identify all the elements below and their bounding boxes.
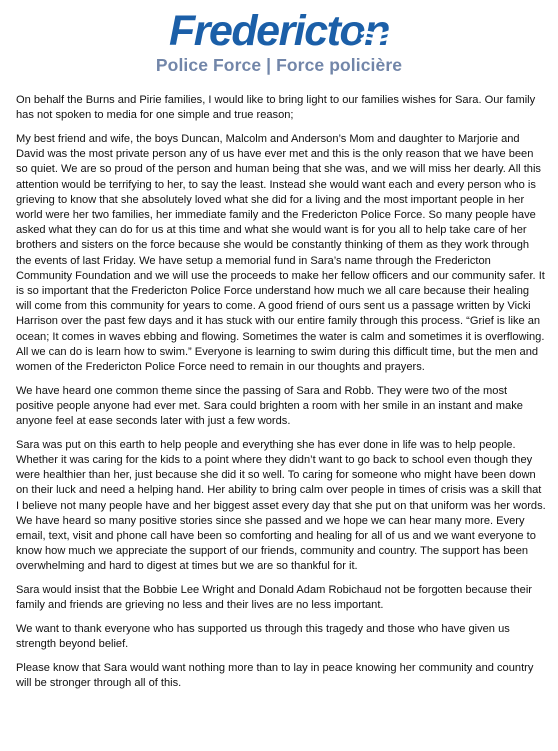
- letterhead: [0, 8, 558, 75]
- paragraph-thanks: We want to thank everyone who has supported us through this tragedy and those who have given us strength beyond belief.: [16, 623, 510, 651]
- paragraph-intro: On behalf the Burns and Pirie families, I would like to bring light to our families wishes for Sara. Our family has not spoken to media for one simple and true reason;: [16, 94, 536, 122]
- paragraph-common-theme: We have heard one common theme since the passing of Sara and Robb. They were two of the most positive people anyone had ever met. Sara could brighten a room with her smile in an instant and make anyone feel at ease seconds later with just a few words.: [16, 384, 523, 428]
- paragraph-help-people: Sara was put on this earth to help people and everything she has ever done in life was to help people. Whether it was caring for the kids to a point where they didn’t want to go back to school even though they were healthier than her, just because she did it so well. To caring for someone who might have been down on their luck and need a helping hand. Her ability to bring calm over people in times of crisis was a skill that I believe not many people have and her biggest asset every day that she put on that uniform was her words. We have heard so many positive stories since she passed and we hope we can hear many more. Every email, text, visit and phone call have been so comforting and healing for all of us and we want everyone to know how much we appreciate the support of our friends, community and country. The support has been overwhelming and hard to digest at times but we are so thankful for it.: [16, 438, 546, 573]
- logo-wave-icon: [359, 26, 393, 48]
- paragraph-closing: Please know that Sara would want nothing more than to lay in peace knowing her community and country will be stronger through all of this.: [16, 661, 534, 690]
- fredericton-police-logo: [169, 8, 389, 54]
- logo-subtitle: Police Force | Force policière: [155, 55, 403, 75]
- paragraph-not-forgotten: Sara would insist that the Bobbie Lee Wright and Donald Adam Robichaud not be forgotten because their family and friends are grieving no less and their lives are no less important.: [16, 584, 532, 612]
- paragraph-private-person: My best friend and wife, the boys Duncan, Malcolm and Anderson’s Mom and daughter to Marjorie and David was the most private person any of us have ever met and this is the only reason that we have been so quiet. We are so proud of the person and human being that she was, and we will miss her dearly. All this attention would be terrifying to her, to say the least. Instead she would want each and every person who is grieving to know that she absolutely loved what she did for a living and the most important people in her world were her two families, her immediate family and the Fredericton Police Force. So many people have asked what they can do for us at this time and what she would want is for you all to help take care of her brothers and sisters on the force because she would be constantly thinking of them as they work through the events of last Friday. We have setup a memorial fund in Sara’s name through the Fredericton Community Foundation and we will use the proceeds to make her fellow officers and our community safer. It is so important that the Fredericton Police Force understand how much we all care because their healing will come from this community for years to come. A good friend of ours sent us a passage written by Vicki Harrison over the past few days and it has stuck with our entire family through this process. “Grief is like an ocean; It comes in waves ebbing and flowing. Sometimes the water is calm and sometimes it is overflowing. All we can do is learn how to swim.” Everyone is learning to swim during this difficult time, but the men and women of the Fredericton Police Force need to remain in our thoughts and prayers.: [16, 132, 545, 373]
- letter-body: [16, 93, 546, 700]
- logo-wordmark: Fredericton: [168, 7, 390, 55]
